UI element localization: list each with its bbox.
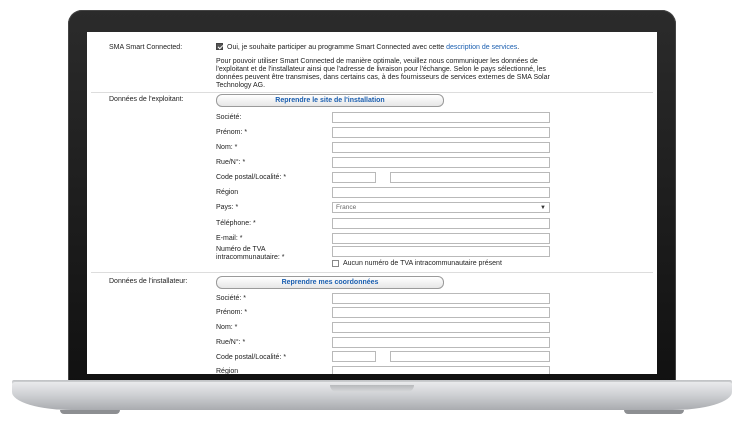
smart-connected-consent (227, 44, 519, 51)
installer-street-label: Rue/N°: * (216, 339, 246, 346)
operator-phone-label: Téléphone: * (216, 220, 256, 227)
installer-company-label: Société: * (216, 295, 246, 302)
country-value: France (336, 204, 357, 211)
installer-section-label: Données de l'installateur: (109, 278, 188, 285)
screen (87, 32, 657, 374)
operator-first-name-input[interactable] (332, 127, 550, 138)
installer-city-input[interactable] (390, 351, 550, 362)
operator-email-input[interactable] (332, 233, 550, 244)
no-vat-checkbox[interactable] (332, 260, 339, 267)
operator-street-input[interactable] (332, 157, 550, 168)
chevron-down-icon: ▼ (540, 205, 546, 211)
services-description-link[interactable]: description de services (446, 44, 518, 51)
smart-connected-label: SMA Smart Connected: (109, 44, 183, 51)
operator-last-name-input[interactable] (332, 142, 550, 153)
installer-postal-code-input[interactable] (332, 351, 376, 362)
operator-postal-label: Code postal/Localité: * (216, 174, 287, 181)
operator-last-name-label: Nom: * (216, 144, 238, 151)
operator-street-label: Rue/N°: * (216, 159, 246, 166)
operator-email-label: E-mail: * (216, 235, 243, 242)
laptop-notch (330, 385, 414, 392)
installer-company-input[interactable] (332, 293, 550, 304)
section-divider (91, 272, 653, 273)
smart-connected-checkbox[interactable] (216, 43, 223, 50)
copy-my-details-button[interactable]: Reprendre mes coordonnées (216, 276, 444, 289)
installer-first-name-label: Prénom: * (216, 309, 248, 316)
operator-region-input[interactable] (332, 187, 550, 198)
operator-first-name-label: Prénom: * (216, 129, 248, 136)
laptop-foot-left (60, 410, 120, 414)
operator-section-label: Données de l'exploitant: (109, 96, 184, 103)
consent-text: Oui, je souhaite participer au programme Smart Connected avec cette (227, 44, 445, 51)
operator-phone-input[interactable] (332, 218, 550, 229)
consent-end: . (517, 44, 520, 51)
section-divider (91, 92, 653, 93)
installer-last-name-label: Nom: * (216, 324, 238, 331)
operator-country-label: Pays: * (216, 204, 239, 211)
operator-postal-code-input[interactable] (332, 172, 376, 183)
laptop-foot-right (624, 410, 684, 414)
smart-connected-info: Pour pouvoir utiliser Smart Connected de manière optimale, veuillez nous communiquer les données de l'exploitant et de l'installateur ainsi que l'adresse de livraison pour l'échange. Selon le pays sélectionné, les données peuvent être transmises, dans certains cas, à des fournisseurs de services externes de SMA Solar Technology AG. (216, 58, 550, 89)
operator-city-input[interactable] (390, 172, 550, 183)
operator-vat-label: Numéro de TVA intracommunautaire: * (216, 246, 285, 261)
operator-vat-input[interactable] (332, 246, 550, 257)
operator-company-input[interactable] (332, 112, 550, 123)
operator-country-select[interactable] (332, 202, 550, 213)
operator-company-label: Société: (216, 114, 242, 121)
registration-form (87, 32, 657, 374)
copy-installation-site-button[interactable]: Reprendre le site de l'installation (216, 94, 444, 107)
installer-first-name-input[interactable] (332, 307, 550, 318)
operator-region-label: Région (216, 189, 239, 196)
installer-region-label: Région (216, 368, 239, 374)
installer-postal-label: Code postal/Localité: * (216, 354, 287, 361)
installer-last-name-input[interactable] (332, 322, 550, 333)
installer-region-input[interactable] (332, 366, 550, 374)
installer-street-input[interactable] (332, 337, 550, 348)
no-vat-label: Aucun numéro de TVA intracommunautaire présent (343, 260, 502, 267)
